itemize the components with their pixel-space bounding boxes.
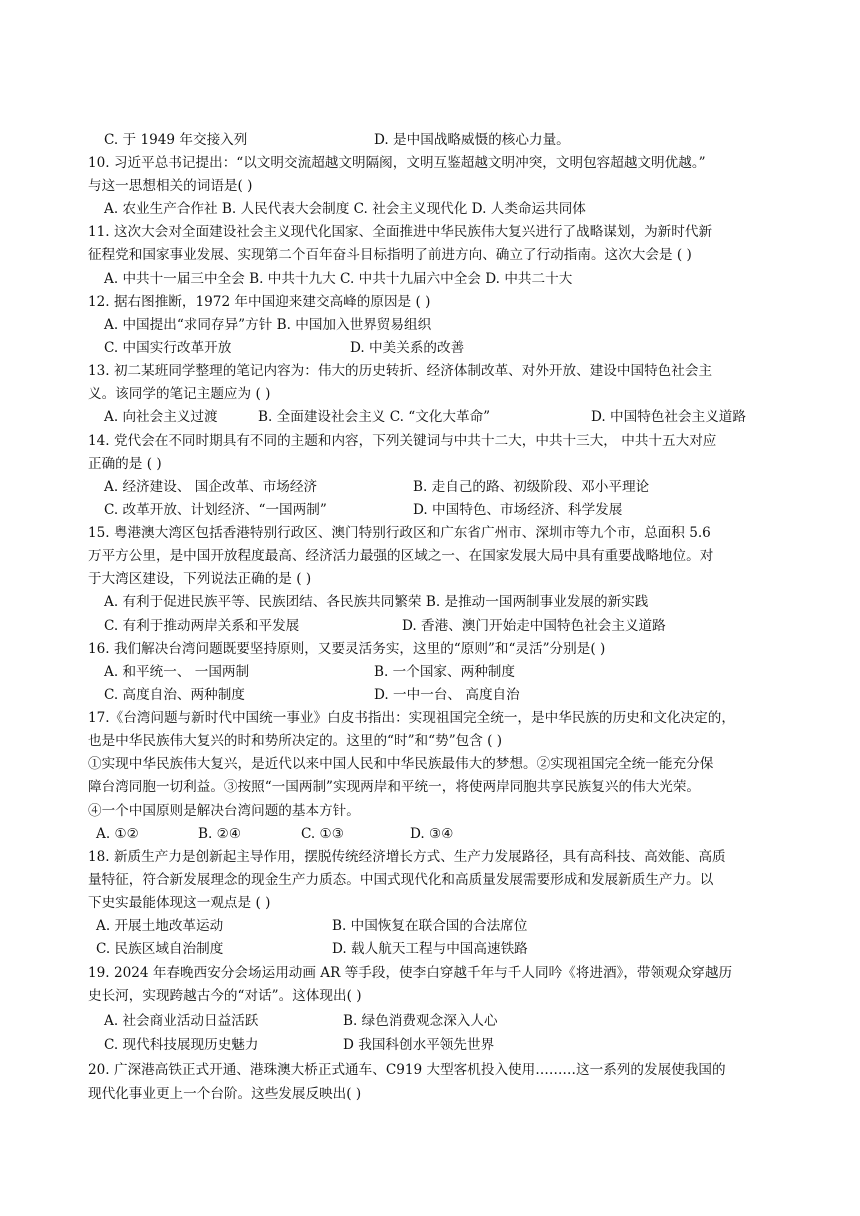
q11-stem-line1: 11. 这次大会对全面建设社会主义现代化国家、全面推进中华民族伟大复兴进行了战略谋划，为新时代新 — [88, 224, 713, 240]
q12-option-d: D. 中美关系的改善 — [350, 340, 465, 356]
q19-stem-line2: 史长河，实现跨越古今的“对话”。这体现出( ) — [88, 988, 362, 1004]
q18-stem-line3: 下史实最能体现这一观点是 ( ) — [88, 895, 271, 911]
q19-option-d: D 我国科创水平领先世界 — [343, 1037, 495, 1053]
q20-stem-line2: 现代化事业更上一个台阶。这些发展反映出( ) — [88, 1086, 362, 1102]
q16-option-b: B. 一个国家、两种制度 — [374, 664, 515, 680]
q13-option-d: D. 中国特色社会主义道路 — [591, 409, 746, 425]
q19-option-b: B. 绿色消费观念深入人心 — [343, 1013, 498, 1029]
q18-stem-line1: 18. 新质生产力是创新起主导作用，摆脱传统经济增长方式、生产力发展路径，具有高科技、高效能、高质 — [88, 849, 726, 865]
q15-stem-line1: 15. 粤港澳大湾区包括香港特别行政区、澳门特别行政区和广东省广州市、深圳市等九个市，总面积 5.6 — [88, 525, 711, 541]
q17-option-d: D. ③④ — [410, 826, 454, 842]
q17-statement-line1: ①实现中华民族伟大复兴，是近代以来中国人民和中华民族最伟大的梦想。②实现祖国完全统一能充分保 — [88, 756, 714, 772]
q12-options-ab: A. 中国提出“求同存异”方针 B. 中国加入世界贸易组织 — [104, 317, 432, 333]
q19-option-a: A. 社会商业活动日益活跃 — [104, 1013, 259, 1029]
q17-stem-line2: 也是中华民族伟大复兴的时和势所决定的。这里的“时”和“势”包含 ( ) — [88, 733, 503, 749]
q17-statement-line3: ④一个中国原则是解决台湾问题的基本方针。 — [88, 803, 360, 819]
q9-option-d: D. 是中国战略威慑的核心力量。 — [374, 132, 570, 148]
q18-option-b: B. 中国恢复在联合国的合法席位 — [332, 918, 528, 934]
q20-stem-line1: 20. 广深港高铁正式开通、港珠澳大桥正式通车、C919 大型客机投入使用………这一系列的发展使我国的 — [88, 1062, 726, 1078]
q12-stem: 12. 据右图推断，1972 年中国迎来建交高峰的原因是 ( ) — [88, 294, 431, 310]
q17-stem-line1: 17.《台湾问题与新时代中国统一事业》白皮书指出：实现祖国完全统一，是中华民族的历史和文化决定的， — [88, 710, 735, 726]
q15-option-d: D. 香港、澳门开始走中国特色社会主义道路 — [402, 618, 666, 634]
q19-option-c: C. 现代科技展现历史魅力 — [104, 1037, 259, 1053]
q18-option-d: D. 载人航天工程与中国高速铁路 — [332, 941, 528, 957]
q15-stem-line2: 万平方公里，是中国开放程度最高、经济活力最强的区域之一、在国家发展大局中具有重要战略地位。对 — [88, 548, 714, 564]
q13-option-a: A. 向社会主义过渡 — [104, 409, 218, 425]
q13-options-bc: B. 全面建设社会主义 C. “文化大革命” — [258, 409, 491, 425]
q9-option-c: C. 于 1949 年交接入列 — [104, 132, 248, 148]
q14-option-c: C. 改革开放、计划经济、“一国两制” — [104, 502, 327, 518]
q19-stem-line1: 19. 2024 年春晚西安分会场运用动画 AR 等手段，使李白穿越千年与千人同吟《将进酒》，带领观众穿越历 — [88, 965, 733, 981]
q17-option-a: A. ①② — [96, 826, 139, 842]
q14-stem-line2: 正确的是 ( ) — [88, 456, 162, 472]
q13-stem-line2: 义。该同学的笔记主题应为 ( ) — [88, 386, 271, 402]
q17-statement-line2: 障台湾同胞一切利益。③按照“一国两制”实现两岸和平统一，将使两岸同胞共享民族复兴的伟大光荣。 — [88, 779, 701, 795]
q18-option-a: A. 开展土地改革运动 — [96, 918, 224, 934]
q14-option-b: B. 走自己的路、初级阶段、邓小平理论 — [413, 479, 650, 495]
q13-stem-line1: 13. 初二某班同学整理的笔记内容为：伟大的历史转折、经济体制改革、对外开放、建设中国特色社会主 — [88, 363, 713, 379]
q12-option-c: C. 中国实行改革开放 — [104, 340, 232, 356]
q16-option-a: A. 和平统一、 一国两制 — [104, 664, 250, 680]
q16-option-d: D. 一中一台、 高度自治 — [374, 687, 520, 703]
q11-options: A. 中共十一届三中全会 B. 中共十九大 C. 中共十九届六中全会 D. 中共二十大 — [104, 271, 573, 287]
q11-stem-line2: 征程党和国家事业发展、实现第二个百年奋斗目标指明了前进方向、确立了行动指南。这次大会是 ( ) — [88, 247, 692, 263]
q14-option-a: A. 经济建设、 国企改革、市场经济 — [104, 479, 318, 495]
q17-option-c: C. ①③ — [301, 826, 344, 842]
q15-option-c: C. 有利于推动两岸关系和平发展 — [104, 618, 300, 634]
q17-option-b: B. ②④ — [198, 826, 242, 842]
q18-stem-line2: 量特征，符合新发展理念的现金生产力质态。中国式现代化和高质量发展需要形成和发展新质生产力。以 — [88, 872, 714, 888]
q10-stem-line1: 10. 习近平总书记提出：“以文明交流超越文明隔阂，文明互鉴超越文明冲突，文明包容超越文明优越。” — [88, 155, 706, 171]
q15-stem-line3: 于大湾区建设，下列说法正确的是 ( ) — [88, 571, 312, 587]
q14-option-d: D. 中国特色、市场经济、科学发展 — [413, 502, 623, 518]
q16-option-c: C. 高度自治、两种制度 — [104, 687, 245, 703]
q15-options-ab: A. 有利于促进民族平等、民族团结、各民族共同繁荣 B. 是推动一国两制事业发展的新实践 — [104, 594, 649, 610]
q18-option-c: C. 民族区域自治制度 — [96, 941, 224, 957]
q10-stem-line2: 与这一思想相关的词语是( ) — [88, 178, 253, 194]
q14-stem-line1: 14. 党代会在不同时期具有不同的主题和内容，下列关键词与中共十二大，中共十三大， 中共十五大对应 — [88, 433, 717, 449]
q16-stem: 16. 我们解决台湾问题既要坚持原则，又要灵活务实，这里的“原则”和“灵活”分别是( ) — [88, 641, 606, 657]
q10-options: A. 农业生产合作社 B. 人民代表大会制度 C. 社会主义现代化 D. 人类命运共同体 — [104, 201, 586, 217]
